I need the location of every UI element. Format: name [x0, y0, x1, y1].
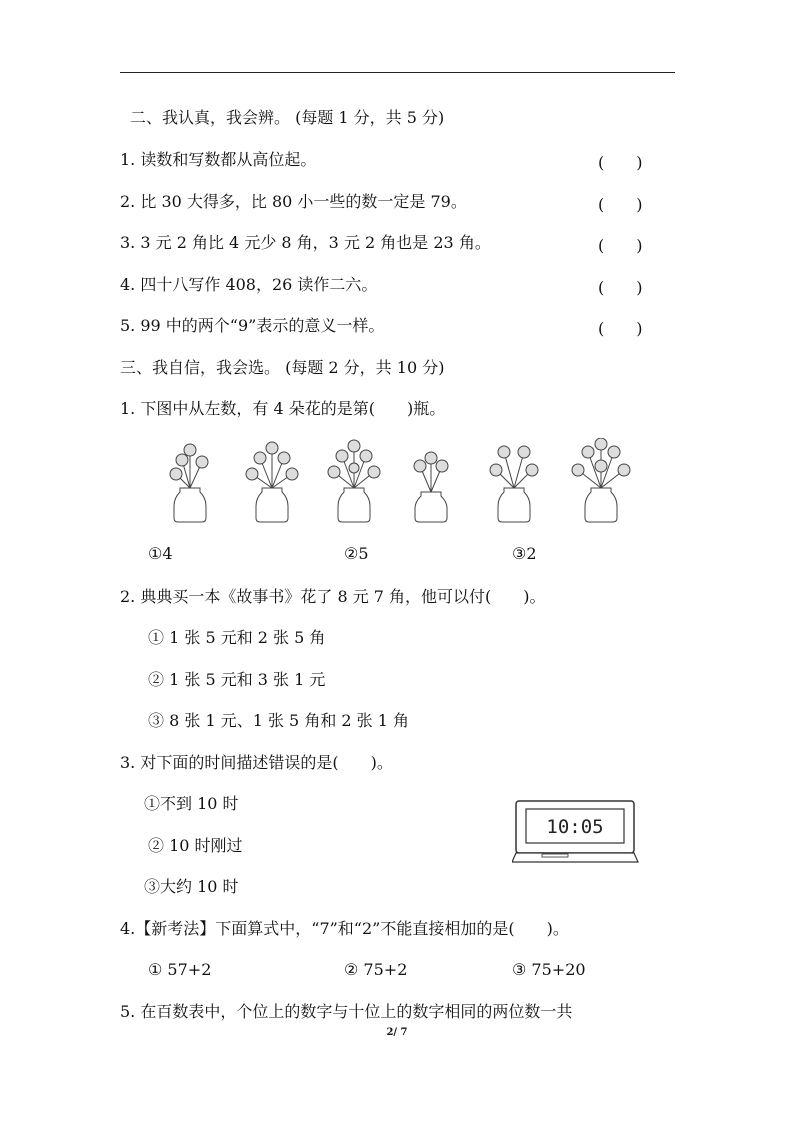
q3-text: 3. 对下面的时间描述错误的是( )。: [120, 753, 393, 772]
q2-option-1[interactable]: ① 1 张 5 元和 2 张 5 角: [148, 628, 326, 647]
vase-6-illustration: [568, 438, 634, 524]
answer-blank-4[interactable]: ( ): [598, 278, 643, 297]
q4-text: 4.【新考法】下面算式中，“7”和“2”不能直接相加的是( )。: [120, 919, 569, 938]
q2-option-2[interactable]: ② 1 张 5 元和 3 张 1 元: [148, 670, 326, 689]
q4-option-1[interactable]: ① 57+2: [148, 960, 212, 979]
q1-option-1[interactable]: ①4: [148, 544, 173, 563]
section2-title: 二、我认真，我会辨。 (每题 1 分，共 5 分): [130, 108, 445, 127]
q2-text: 2. 典典买一本《故事书》花了 8 元 7 角，他可以付( )。: [120, 587, 546, 606]
section2-item-2: 2. 比 30 大得多，比 80 小一些的数一定是 79。: [120, 192, 467, 211]
page-number: 2/ 7: [386, 1027, 408, 1038]
q1-text: 1. 下图中从左数，有 4 朵花的是第( )瓶。: [120, 399, 446, 418]
answer-blank-1[interactable]: ( ): [598, 153, 643, 172]
q5-text: 5. 在百数表中，个位上的数字与十位上的数字相同的两位数一共: [120, 1002, 573, 1021]
q2-option-3[interactable]: ③ 8 张 1 元、1 张 5 角和 2 张 1 角: [148, 711, 410, 730]
q3-option-3[interactable]: ③大约 10 时: [144, 877, 239, 896]
q1-option-2[interactable]: ②5: [344, 544, 369, 563]
answer-blank-2[interactable]: ( ): [598, 195, 643, 214]
q4-option-2[interactable]: ② 75+2: [344, 960, 408, 979]
digital-clock-illustration: [512, 800, 642, 866]
q3-option-2[interactable]: ② 10 时刚过: [148, 836, 243, 855]
section2-item-4: 4. 四十八写作 408，26 读作二六。: [120, 275, 378, 294]
q4-option-3[interactable]: ③ 75+20: [512, 960, 586, 979]
header-rule: [120, 72, 675, 73]
answer-blank-5[interactable]: ( ): [598, 319, 643, 338]
q3-option-1[interactable]: ①不到 10 时: [144, 794, 239, 813]
vase-4-illustration: [404, 438, 458, 524]
answer-blank-3[interactable]: ( ): [598, 236, 643, 255]
vase-3-illustration: [324, 438, 384, 524]
section3-title: 三、我自信，我会选。 (每题 2 分，共 10 分): [120, 358, 445, 377]
section2-item-5: 5. 99 中的两个“9”表示的意义一样。: [120, 316, 385, 335]
section2-item-3: 3. 3 元 2 角比 4 元少 8 角，3 元 2 角也是 23 角。: [120, 233, 491, 252]
section2-item-1: 1. 读数和写数都从高位起。: [120, 150, 317, 169]
clock-time-display: 10:05: [546, 816, 604, 838]
vase-5-illustration: [484, 438, 544, 524]
vase-1-illustration: [160, 438, 220, 524]
vase-2-illustration: [242, 438, 302, 524]
q1-option-3[interactable]: ③2: [512, 544, 537, 563]
